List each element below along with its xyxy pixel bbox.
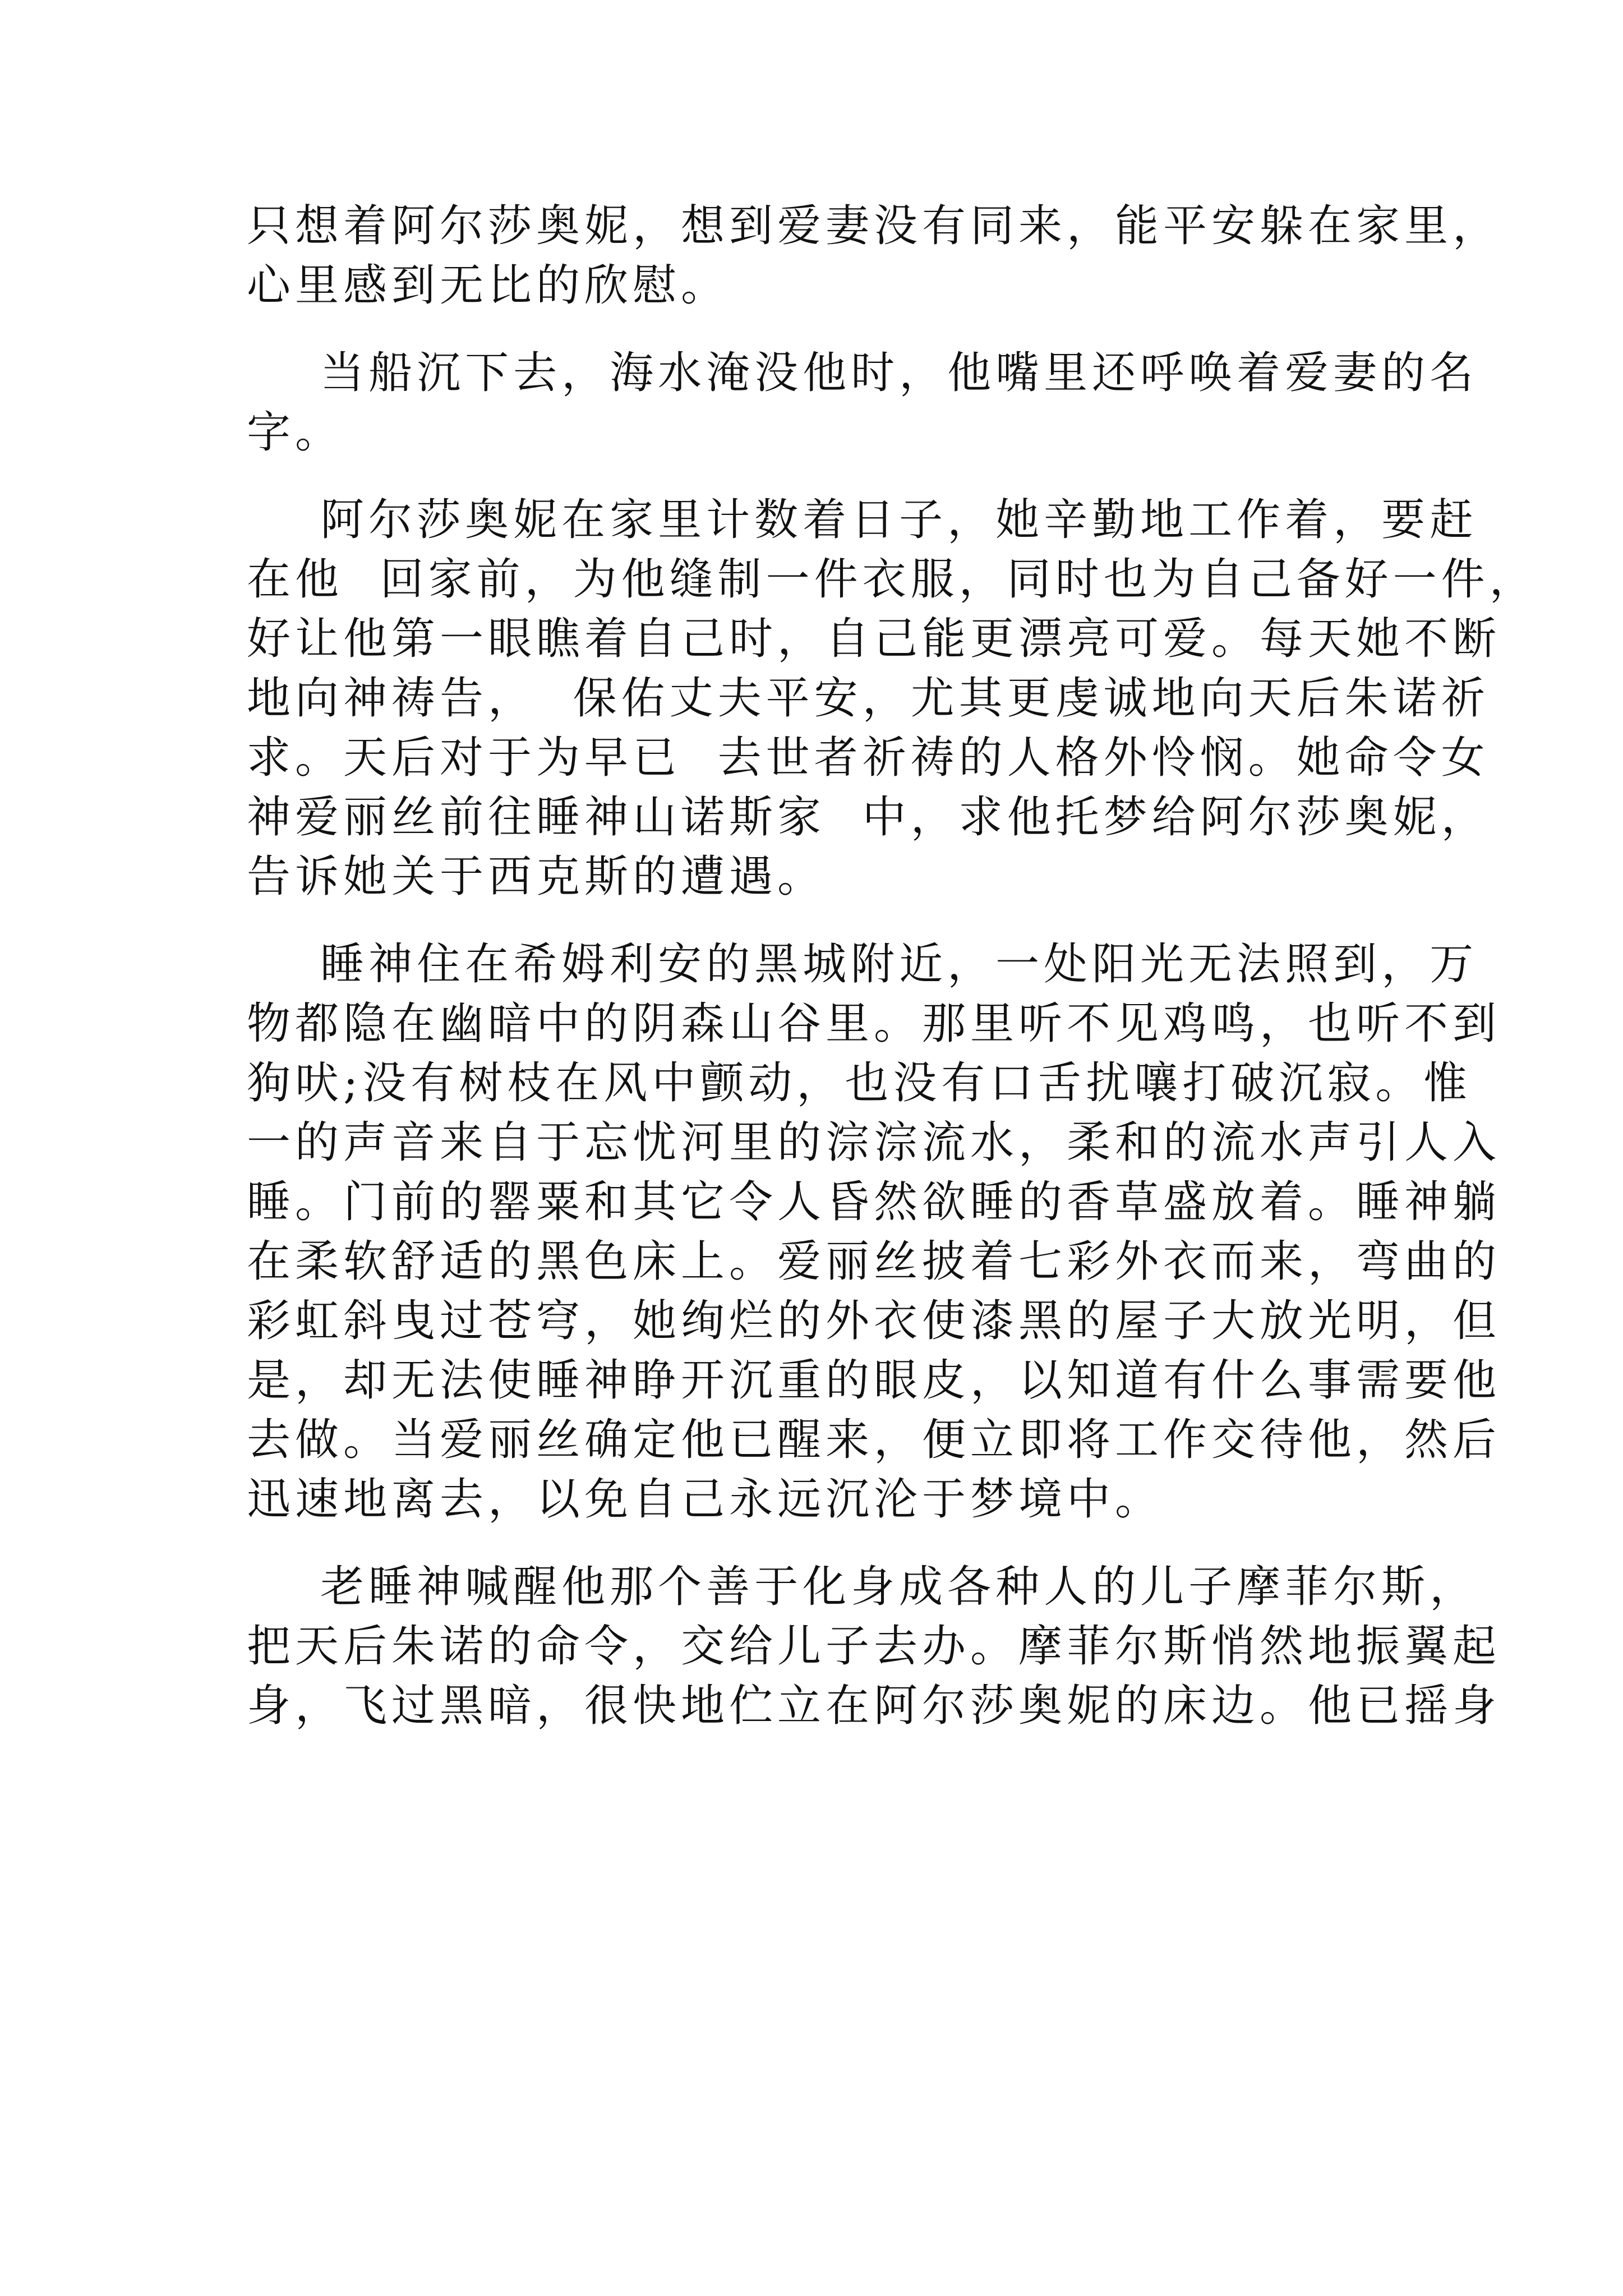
text-line: 把天后朱诺的命令，交给儿子去办。摩菲尔斯悄然地振翼起 [247,1621,1501,1672]
text-line: 去做。当爱丽丝确定他已醒来，便立即将工作交待他，然后 [247,1415,1501,1465]
text-line: 狗吠;没有树枝在风中颤动，也没有口舌扰嚷打破沉寂。惟 [247,1058,1472,1108]
paragraph [247,935,1501,1529]
text-line: 老睡神喊醒他那个善于化身成各种人的儿子摩菲尔斯， [247,1562,1478,1612]
text-line: 物都隐在幽暗中的阴森山谷里。那里听不见鸡鸣，也听不到 [247,999,1501,1049]
text-line: 好让他第一眼瞧着自己时，自己能更漂亮可爱。每天她不断 [247,614,1501,664]
text-line: 一的声音来自于忘忧河里的淙淙流水，柔和的流水声引人入 [247,1117,1501,1168]
text-line: 迅速地离去，以免自己永远沉沦于梦境中。 [247,1474,1164,1525]
text-line: 彩虹斜曳过苍穹，她绚烂的外衣使漆黑的屋子大放光明，但 [247,1296,1501,1346]
text-line: 阿尔莎奥妮在家里计数着日子，她辛勤地工作着，要赶 [247,495,1478,545]
text-line: 在柔软舒适的黑色床上。爱丽丝披着七彩外衣而来，弯曲的 [247,1236,1501,1287]
text-line: 身，飞过黑暗，很快地伫立在阿尔莎奥妮的床边。他已摇身 [247,1681,1501,1731]
paragraph [247,196,1501,315]
text-line: 心里感到无比的欣慰。 [247,260,730,311]
body-text [247,196,1538,1736]
text-line: 睡。门前的罂粟和其它令人昏然欲睡的香草盛放着。睡神躺 [247,1177,1501,1227]
text-line: 当船沉下去，海水淹没他时，他嘴里还呼唤着爱妻的名 [247,348,1478,398]
text-line: 神爱丽丝前往睡神山诺斯家 中，求他托梦给阿尔莎奥妮， [247,792,1490,843]
text-line: 在他 回家前，为他缝制一件衣服，同时也为自己备好一件， [247,554,1538,605]
text-line: 是，却无法使睡神睁开沉重的眼皮，以知道有什么事需要他 [247,1355,1501,1406]
paragraph [247,343,1478,462]
text-line: 字。 [247,407,344,458]
paragraph [247,1557,1501,1736]
text-line: 求。天后对于为早已 去世者祈祷的人格外怜悯。她命令女 [247,733,1490,783]
text-line: 睡神住在希姆利安的黑城附近，一处阳光无法照到，万 [247,939,1478,990]
text-line: 只想着阿尔莎奥妮，想到爱妻没有同来，能平安躲在家里， [247,201,1501,251]
text-line: 告诉她关于西克斯的遭遇。 [247,852,826,902]
paragraph [247,490,1538,907]
text-line: 地向神祷告， 保佑丈夫平安，尤其更虔诚地向天后朱诺祈 [247,673,1490,724]
